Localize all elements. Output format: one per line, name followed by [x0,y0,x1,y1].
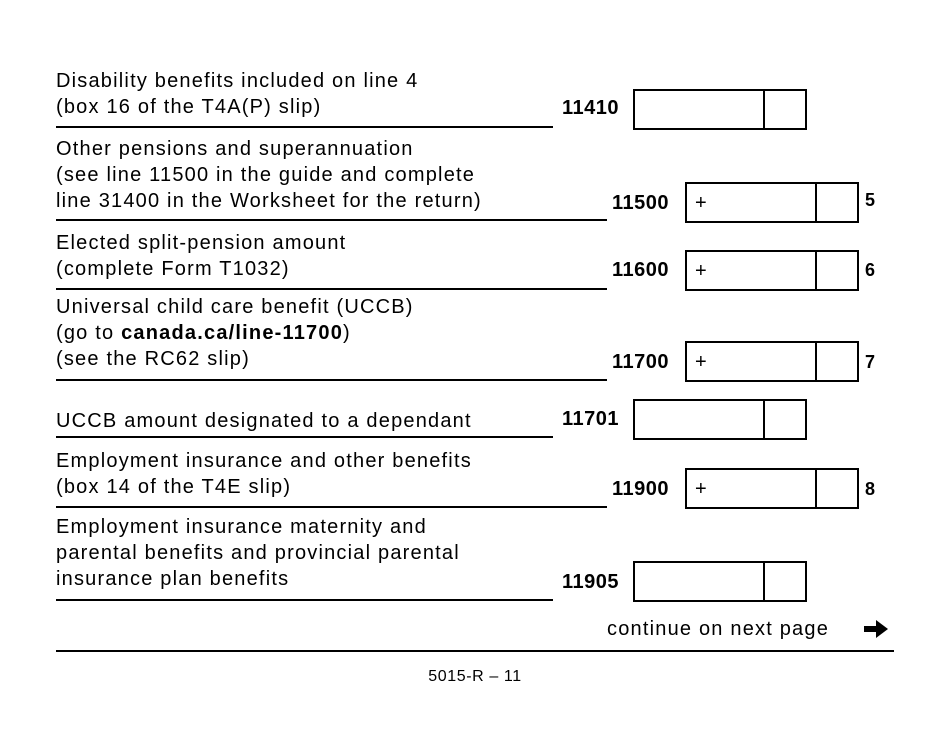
underline [56,436,553,438]
amount-field-11410[interactable] [633,89,807,130]
line-code-11600: 11600 [612,259,670,281]
plus-sign: + [695,478,707,500]
line-code-11700: 11700 [612,351,670,373]
line-number-6: 6 [865,260,876,280]
cents-divider [763,89,765,130]
underline [56,599,553,601]
amount-field-11900[interactable] [685,468,859,509]
line-11900-label: Employment insurance and other benefits (box 14 of the T4E slip) [56,450,472,498]
amount-field-11701[interactable] [633,399,807,440]
amount-field-11700[interactable] [685,341,859,382]
go-to-line: (go to canada.ca/line-11700) [56,322,351,344]
underline [56,219,607,221]
cents-divider [815,250,817,291]
cents-divider [815,341,817,382]
plus-sign: + [695,260,707,282]
page-footer: 5015-R – 11 [428,668,522,685]
amount-field-11500[interactable] [685,182,859,223]
plus-sign: + [695,351,707,373]
cents-divider [815,182,817,223]
line-code-11900: 11900 [612,478,670,500]
line-code-11905: 11905 [562,571,620,593]
plus-sign: + [695,192,707,214]
line-code-11410: 11410 [562,97,620,119]
line-number-7: 7 [865,352,876,372]
page-divider [56,650,894,652]
line-code-11500: 11500 [612,192,670,214]
underline [56,379,607,381]
line-11700-label: Universal child care benefit (UCCB) (go to canada.ca/line-11700) (see the RC62 slip) [56,296,414,370]
line-11905-label: Employment insurance maternity and parental benefits and provincial parental insurance plan benefits [56,516,460,590]
line-number-8: 8 [865,479,876,499]
canada-link[interactable]: canada.ca/line-11700 [121,322,344,344]
line-11701-label: UCCB amount designated to a dependant [56,410,472,432]
underline [56,288,607,290]
cents-divider [763,561,765,602]
continue-on-next-page: continue on next page [607,618,830,640]
amount-field-11600[interactable] [685,250,859,291]
underline [56,506,607,508]
underline [56,126,553,128]
amount-field-11905[interactable] [633,561,807,602]
cents-divider [815,468,817,509]
line-11500-label: Other pensions and superannuation (see line 11500 in the guide and complete line 31400 in the Worksheet for the return) [56,138,482,212]
right-arrow-icon [862,619,890,639]
line-11600-label: Elected split-pension amount (complete Form T1032) [56,232,347,280]
cents-divider [763,399,765,440]
line-11410-label: Disability benefits included on line 4 (box 16 of the T4A(P) slip) [56,70,419,118]
line-number-5: 5 [865,190,876,210]
line-code-11701: 11701 [562,408,620,430]
